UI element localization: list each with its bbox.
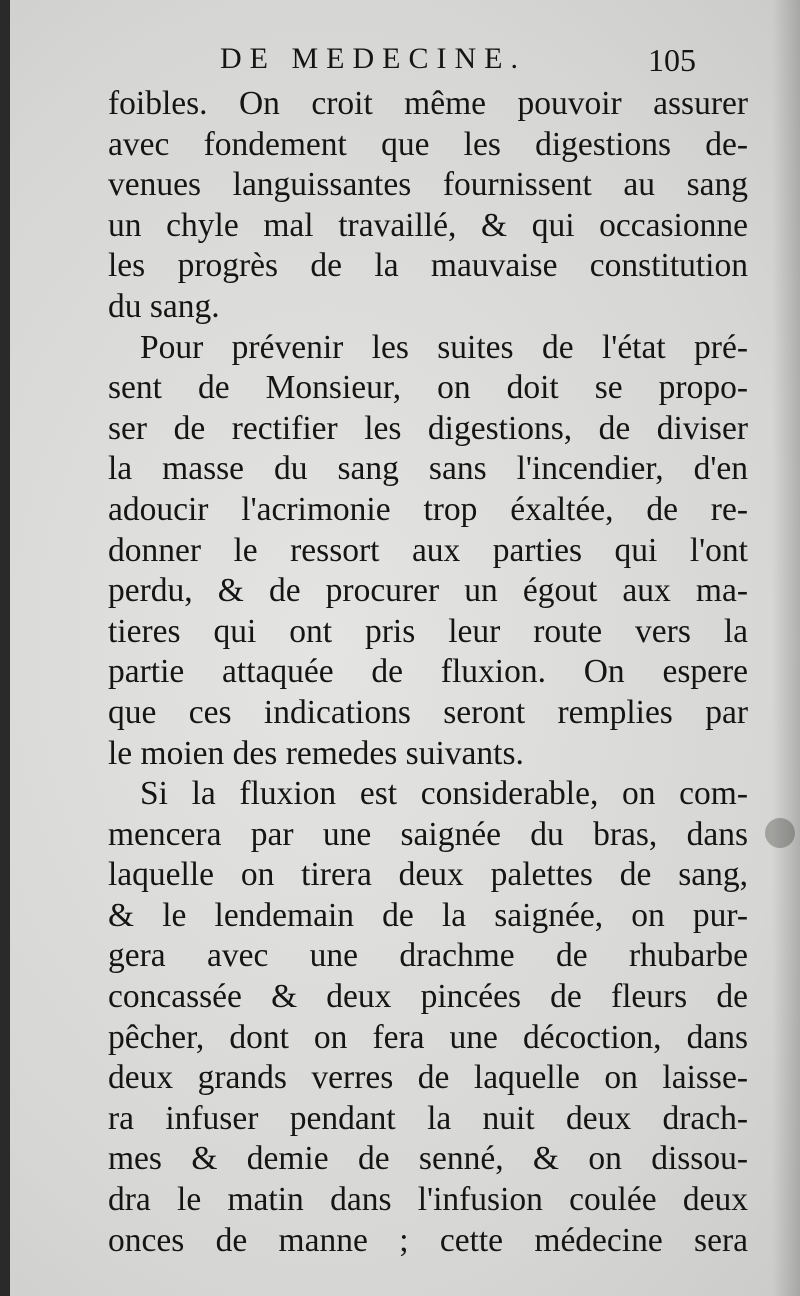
page-header [10, 40, 800, 90]
text-line: adoucir l'acrimonie trop éxaltée, de re- [108, 490, 748, 528]
text-line: Pour prévenir les suites de l'état pré- [140, 328, 748, 366]
text-line: un chyle mal travaillé, & qui occasionne [108, 206, 748, 244]
text-line: gera avec une drachme de rhubarbe [108, 937, 748, 975]
text-line: avec fondement que les digestions de- [108, 125, 748, 163]
text-line: le moien des remedes suivants. [108, 734, 524, 772]
paragraph-3 [108, 774, 748, 1261]
book-page [10, 0, 800, 1296]
text-line: que ces indications seront remplies par [108, 693, 748, 731]
text-line: partie attaquée de fluxion. On espere [108, 653, 748, 691]
text-line: perdu, & de procurer un égout aux ma- [108, 572, 748, 610]
text-line: du sang. [108, 287, 220, 325]
text-line: mes & demie de senné, & on dissou- [108, 1140, 748, 1178]
text-line: venues languissantes fournissent au sang [108, 166, 748, 204]
text-line: foibles. On croit même pouvoir assurer [108, 85, 748, 122]
text-body [108, 84, 748, 1261]
text-line: tieres qui ont pris leur route vers la [108, 612, 748, 650]
paragraph-1 [108, 84, 748, 328]
text-line: ser de rectifier les digestions, de diviser [108, 409, 748, 447]
text-line: sent de Monsieur, on doit se propo- [108, 369, 748, 407]
text-line: deux grands verres de laquelle on laisse- [108, 1059, 748, 1097]
text-line: ra infuser pendant la nuit deux drach- [108, 1099, 748, 1137]
text-line: & le lendemain de la saignée, on pur- [108, 896, 748, 934]
text-line: mencera par une saignée du bras, dans [108, 815, 748, 853]
text-line: pêcher, dont on fera une décoction, dans [108, 1018, 748, 1056]
text-line: les progrès de la mauvaise constitution [108, 247, 748, 285]
page-edge-shadow [772, 0, 800, 1296]
text-line: la masse du sang sans l'incendier, d'en [108, 450, 748, 488]
paragraph-2 [108, 328, 748, 775]
text-line: concassée & deux pincées de fleurs de [108, 978, 748, 1016]
text-line: laquelle on tirera deux palettes de sang, [108, 856, 748, 894]
text-line: onces de manne ; cette médecine sera [108, 1221, 748, 1259]
text-line: dra le matin dans l'infusion coulée deux [108, 1181, 748, 1219]
text-line: Si la fluxion est considerable, on com- [140, 775, 748, 813]
running-title: DE MEDECINE. [220, 42, 526, 75]
text-line: donner le ressort aux parties qui l'ont [108, 531, 748, 569]
page-number: 105 [648, 42, 696, 78]
